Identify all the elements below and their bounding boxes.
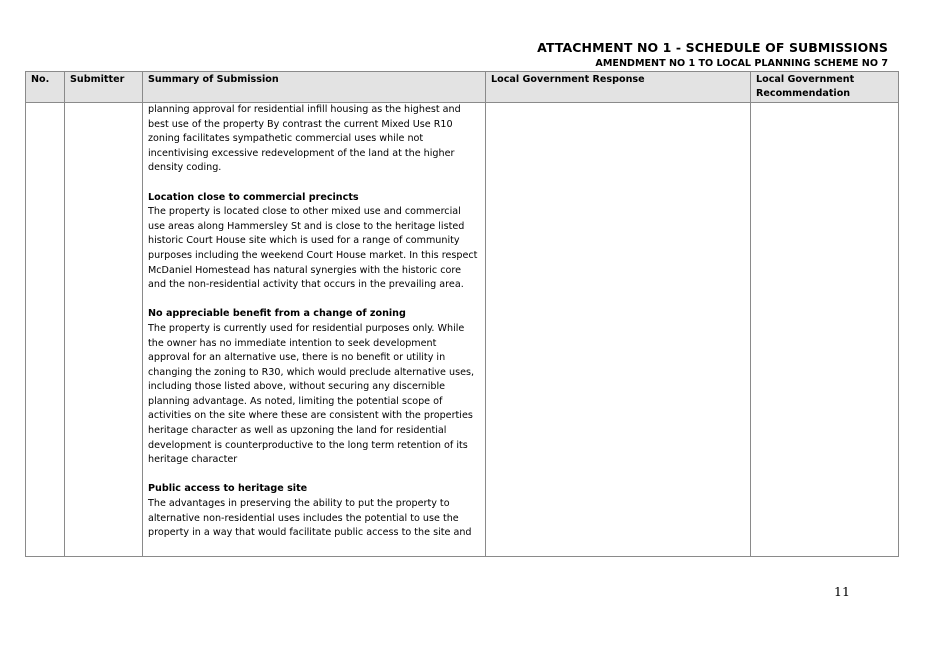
cell-response — [486, 103, 751, 557]
summary-intro — [148, 103, 480, 176]
summary-intro-text: planning approval for residential infill housing as the highest and best use of the property By contrast the current Mixed Use R10 zoning facilitates sympathetic commercial uses while not incentivising excessive redevelopment of the land at the higher density coding. — [148, 104, 461, 174]
column-header-summary: Summary of Submission — [143, 72, 486, 103]
section-heading: No appreciable benefit from a change of zoning — [148, 308, 406, 320]
table-header-row — [26, 72, 899, 103]
cell-submitter — [65, 103, 143, 557]
cell-number — [26, 103, 65, 557]
cell-summary — [143, 103, 486, 557]
document-title: ATTACHMENT NO 1 - SCHEDULE OF SUBMISSIONS — [537, 40, 888, 55]
summary-section-public-access — [148, 482, 480, 540]
column-header-submitter: Submitter — [65, 72, 143, 103]
submissions-table — [25, 71, 899, 557]
section-body: The property is currently used for residential purposes only. While the owner has no immediate intention to seek development approval for an alternative use, there is no benefit or utility in changing the zoning to R30, which would preclude alternative uses, including those listed above, without securing any discernible planning advantage. As noted, limiting the potential scope of activities on the site where these are consistent with the properties heritage character as well as upzoning the land for residential development is counterproductive to the long term retention of its heritage character — [148, 322, 475, 466]
document-subtitle: AMENDMENT NO 1 TO LOCAL PLANNING SCHEME NO 7 — [595, 58, 888, 69]
cell-recommendation — [751, 103, 899, 557]
column-header-response: Local Government Response — [486, 72, 751, 103]
page-number: 11 — [834, 584, 850, 599]
section-heading: Public access to heritage site — [148, 483, 308, 495]
summary-section-location — [148, 191, 480, 293]
column-header-recommendation: Local Government Recommendation — [751, 72, 899, 103]
section-heading: Location close to commercial precincts — [148, 191, 359, 203]
column-header-number: No. — [26, 72, 65, 103]
section-body: The advantages in preserving the ability to put the property to alternative non-residential uses includes the potential to use the property in a way that would facilitate public access to the site and — [148, 498, 472, 539]
summary-section-zoning — [148, 307, 480, 468]
table-row — [26, 103, 899, 557]
section-body: The property is located close to other mixed use and commercial use areas along Hammersley St and is close to the heritage listed historic Court House site which is used for a range of community purposes including the weekend Court House market. In this respect McDaniel Homestead has natural synergies with the historic core and the non-residential activity that occurs in the prevailing area. — [148, 206, 478, 291]
